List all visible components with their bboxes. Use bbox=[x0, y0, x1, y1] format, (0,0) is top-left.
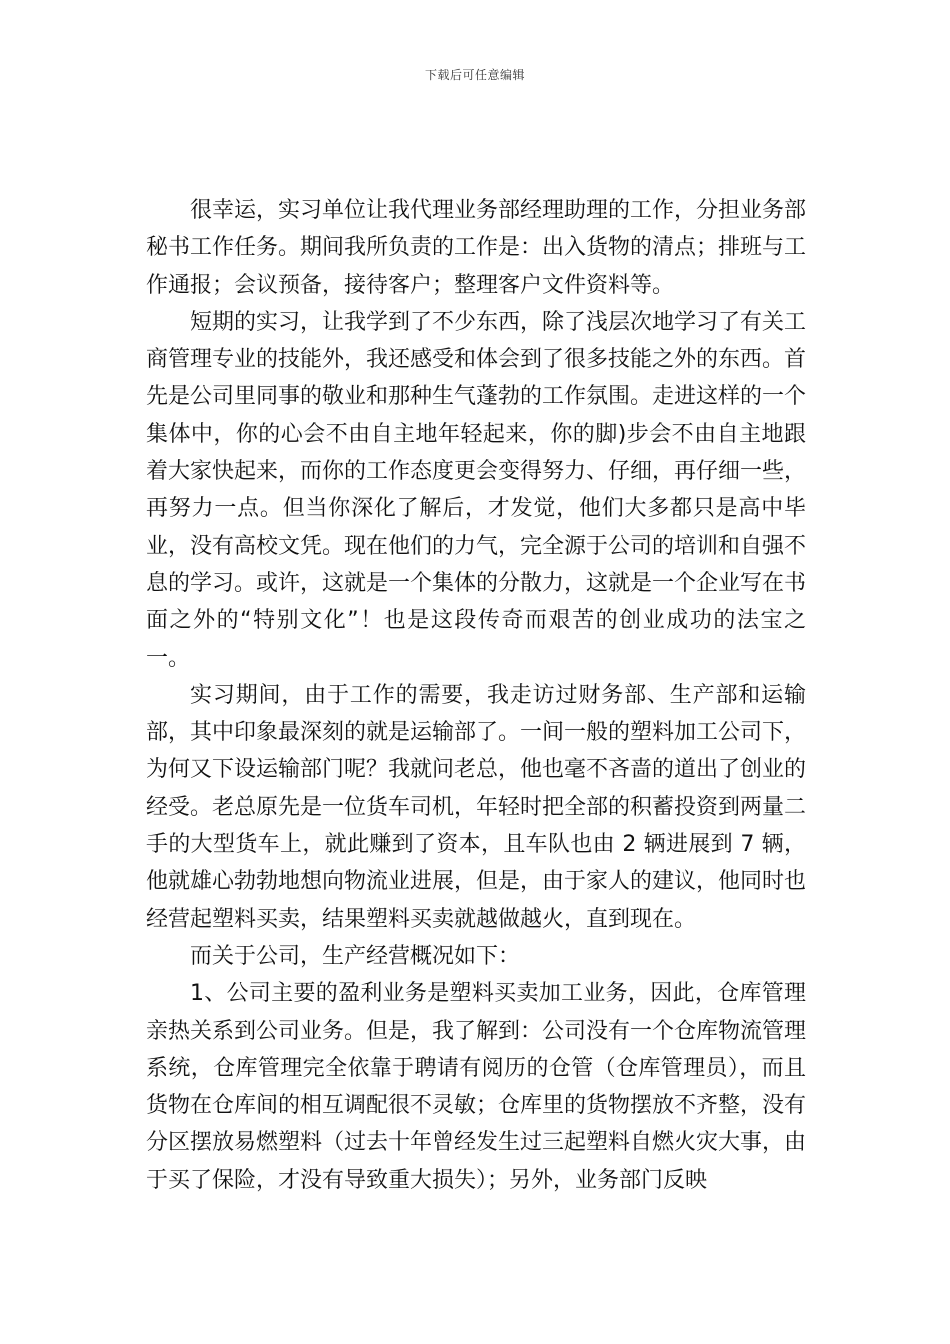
paragraph-transport-department: 实习期间，由于工作的需要，我走访过财务部、生产部和运输部，其中印象最深刻的就是运输部了。一间一般的塑料加工公司下，为何又下设运输部门呢？我就问老总，他也毫不吝啬的道出了创业的经受。老总原先是一位货车司机，年轻时把全部的积蓄投资到两量二手的大型货车上，就此赚到了资本，且车队也由 2 辆进展到 7 辆，他就雄心勃勃地想向物流业进展，但是，由于家人的建议，他同时也经营起塑料买卖，结果塑料买卖就越做越火，直到现在。 bbox=[146, 682, 807, 932]
paragraph-learning-experience: 短期的实习，让我学到了不少东西，除了浅层次地学习了有关工商管理专业的技能外，我还感受和体会到了很多技能之外的东西。首先是公司里同事的敬业和那种生气蓬勃的工作氛围。走进这样的一个集体中，你的心会不由自主地年轻起来，你的脚)步会不由自主地跟着大家快起来，而你的工作态度更会变得努力、仔细，再仔细一些，再努力一点。但当你深化了解后，才发觉，他们大多都只是高中毕业，没有高校文凭。现在他们的力气，完全源于公司的培训和自强不息的学习。或许，这就是一个集体的分散力，这就是一个企业写在书面之外的“特别文化”！也是这段传奇而艰苦的创业成功的法宝之一。 bbox=[146, 309, 807, 671]
document-body bbox=[146, 192, 806, 1199]
paragraph-internship-duties: 很幸运，实习单位让我代理业务部经理助理的工作，分担业务部秘书工作任务。期间我所负责的工作是：出入货物的清点；排班与工作通报；会议预备，接待客户；整理客户文件资料等。 bbox=[146, 198, 807, 298]
page-header-note: 下载后可任意编辑 bbox=[424, 68, 525, 82]
paragraph-warehouse-management: 1、公司主要的盈利业务是塑料买卖加工业务，因此，仓库管理亲热关系到公司业务。但是，我了解到：公司没有一个仓库物流管理系统，仓库管理完全依靠于聘请有阅历的仓管（仓库管理员），而且货物在仓库间的相互调配很不灵敏；仓库里的货物摆放不齐整，没有分区摆放易燃塑料（过去十年曾经发生过三起塑料自燃火灾大事，由于买了保险，才没有导致重大损失）；另外，业务部门反映 bbox=[146, 981, 807, 1193]
paragraph-company-overview-intro: 而关于公司，生产经营概况如下： bbox=[190, 943, 521, 969]
